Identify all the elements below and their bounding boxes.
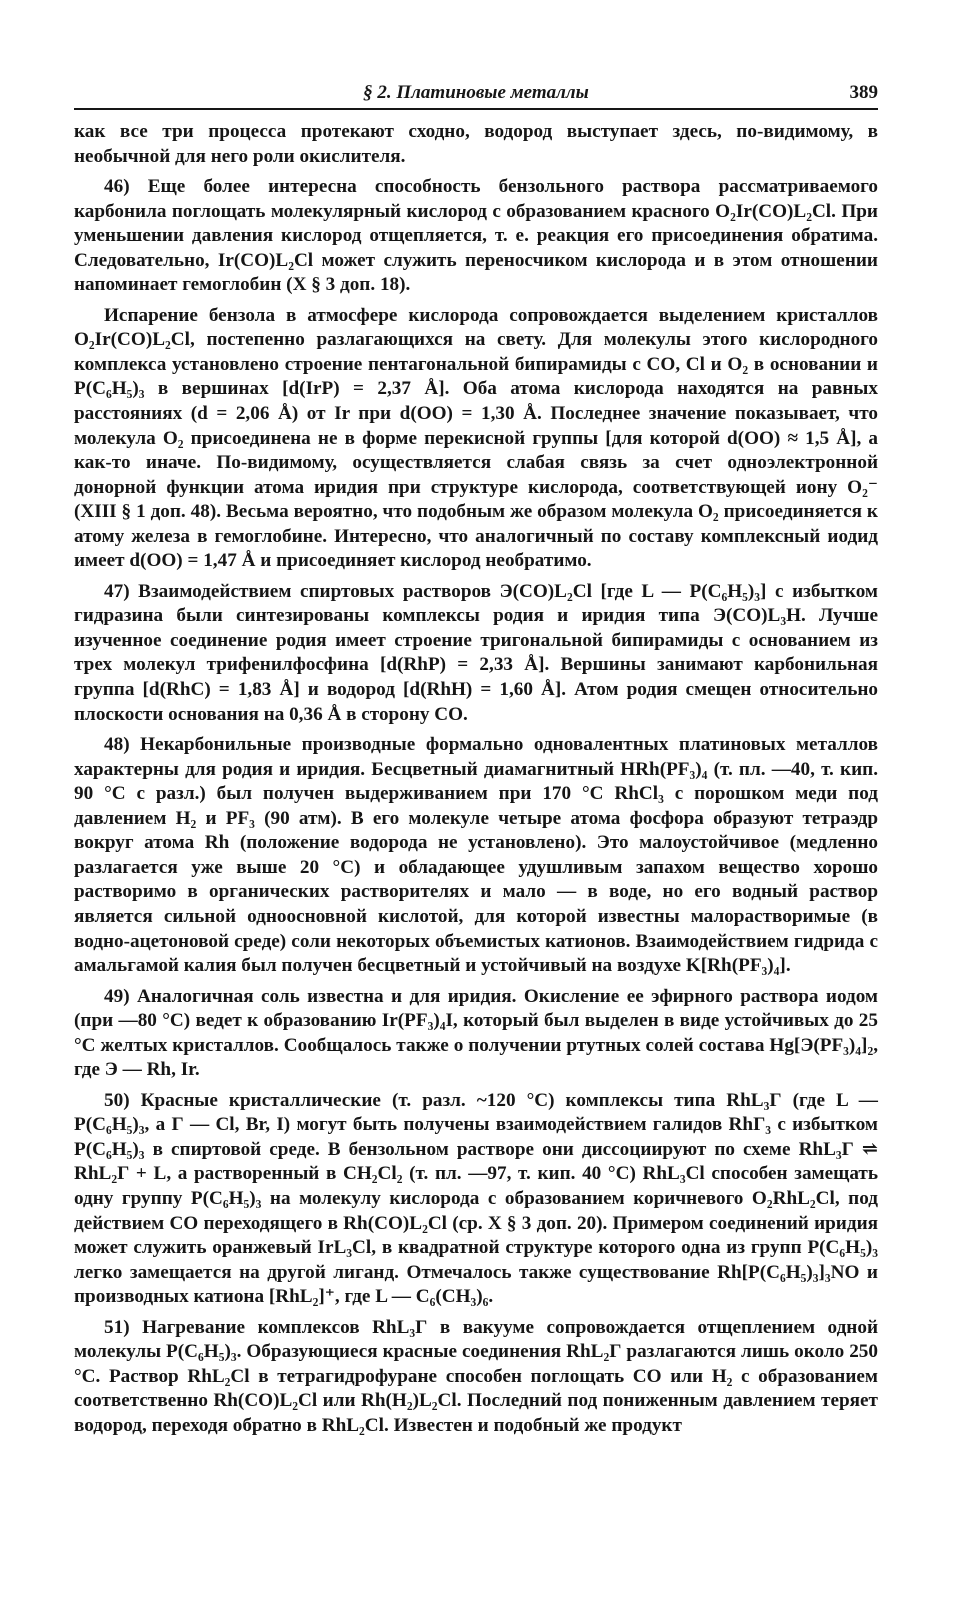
book-page bbox=[74, 78, 878, 1444]
paragraph-note-46: 46) Еще более интересна способность бензольного раствора рассматриваемого карбонила поглощать молекулярный кислород с образованием красного O₂Ir(CO)L₂Cl. При уменьшении давления кислород отщепляется, т. е. реакция его присоединения обратима. Следовательно, Ir(CO)L₂Cl может служить переносчиком кислорода и в этом отношении напоминает гемоглобин (X § 3 доп. 18). bbox=[74, 176, 878, 296]
paragraph-note-48: 48) Некарбонильные производные формально одновалентных платиновых металлов характерны для родия и иридия. Бесцветный диамагнитный HRh(PF₃)₄ (т. пл. —40, т. кип. 90 °C с разл.) был получен выдерживанием при 170 °C RhCl₃ с порошком меди под давлением H₂ и PF₃ (90 атм). В его молекуле четыре атома фосфора образуют тетраэдр вокруг атома Rh (положение водорода не установлено). Это малоустойчивое (медленно разлагается уже выше 20 °C) и обладающее удушливым запахом вещество хорошо растворимо в органических растворителях и мало — в воде, но его водный раствор является сильной одноосновной кислотой, для которой известны малорастворимые (в водно-ацетоновой среде) соли некоторых объемистых катионов. Взаимодействием гидрида с амальгамой калия был получен бесцветный и устойчивый на воздухе K[Rh(PF₃)₄]. bbox=[74, 734, 878, 977]
paragraph-note-49: 49) Аналогичная соль известна и для иридия. Окисление ее эфирного раствора иодом (при —80 °C) ведет к образованию Ir(PF₃)₄I, который был выделен в виде устойчивых до 25 °C желтых кристаллов. Сообщалось также о получении ртутных солей состава Hg[Э(PF₃)₄]₂, где Э — Rh, Ir. bbox=[74, 985, 878, 1081]
page-body bbox=[74, 120, 878, 1438]
paragraph-note-46-continued: Испарение бензола в атмосфере кислорода сопровождается выделением кристаллов O₂Ir(CO)L₂Cl, постепенно разлагающихся на свету. Для молекулы этого кислородного комплекса установлено строение пентагональной бипирамиды с CO, Cl и O₂ в основании и P(C₆H₅)₃ в вершинах [d(IrP) = 2,37 Å]. Оба атома кислорода находятся на равных расстояниях (d = 2,06 Å) от Ir при d(OO) = 1,30 Å. Последнее значение показывает, что молекула O₂ присоединена не в форме перекисной группы [для которой d(OO) ≈ 1,5 Å], а как-то иначе. По-видимому, осуществляется слабая связь за счет одноэлектронной донорной функции атома иридия при структуре кислорода, соответствующей иону O₂⁻ (XIII § 1 доп. 48). Весьма вероятно, что подобным же образом молекула O₂ присоединяется к атому железа в гемоглобине. Интересно, что аналогичный по составу комплексный иодид имеет d(OO) = 1,47 Å и присоединяет кислород необратимо. bbox=[74, 304, 878, 572]
paragraph-continuation: как все три процесса протекают сходно, водород выступает здесь, по-видимому, в необычной для него роли окислителя. bbox=[74, 121, 878, 167]
running-header bbox=[74, 78, 878, 110]
paragraph-note-50: 50) Красные кристаллические (т. разл. ~120 °C) комплексы типа RhL₃Г (где L — P(C₆H₅)₃, а Г — Cl, Br, I) могут быть получены взаимодействием галидов RhГ₃ с избытком P(C₆H₅)₃ в спиртовой среде. В бензольном растворе они диссоциируют по схеме RhL₃Г ⇌ RhL₂Г + L, а растворенный в CH₂Cl₂ (т. пл. —97, т. кип. 40 °C) RhL₃Cl способен замещать одну группу P(C₆H₅)₃ на молекулу кислорода с образованием коричневого O₂RhL₂Cl, под действием CO переходящего в Rh(CO)L₂Cl (ср. X § 3 доп. 20). Примером соединений иридия может служить оранжевый IrL₃Cl, в квадратной структуре которого одна из групп P(C₆H₅)₃ легко замещается на другой лиганд. Отмечалось также существование Rh[P(C₆H₅)₃]₃NO и производных катиона [RhL₂]⁺, где L — C₆(CH₃)₆. bbox=[74, 1089, 878, 1308]
paragraph-note-51: 51) Нагревание комплексов RhL₃Г в вакууме сопровождается отщеплением одной молекулы P(C₆H₅)₃. Образующиеся красные соединения RhL₂Г разлагаются лишь около 250 °C. Раствор RhL₂Cl в тетрагидрофуране способен поглощать CO или H₂ с образованием соответственно Rh(CO)L₂Cl или Rh(H₂)L₂Cl. Последний под пониженным давлением теряет водород, переходя обратно в RhL₂Cl. Известен и подобный же продукт bbox=[74, 1316, 878, 1436]
page-number: 389 bbox=[849, 82, 878, 103]
paragraph-note-47: 47) Взаимодействием спиртовых растворов Э(CO)L₂Cl [где L — P(C₆H₅)₃] с избытком гидразина были синтезированы комплексы родия и иридия типа Э(CO)L₃H. Лучше изученное соединение родия имеет строение тригональной бипирамиды с основанием из трех молекул трифенилфосфина [d(RhP) = 2,33 Å]. Вершины занимают карбонильная группа [d(RhC) = 1,83 Å] и водород [d(RhH) = 1,60 Å]. Атом родия смещен относительно плоскости основания на 0,36 Å в сторону CO. bbox=[74, 580, 878, 725]
running-title: § 2. Платиновые металлы bbox=[363, 82, 589, 103]
